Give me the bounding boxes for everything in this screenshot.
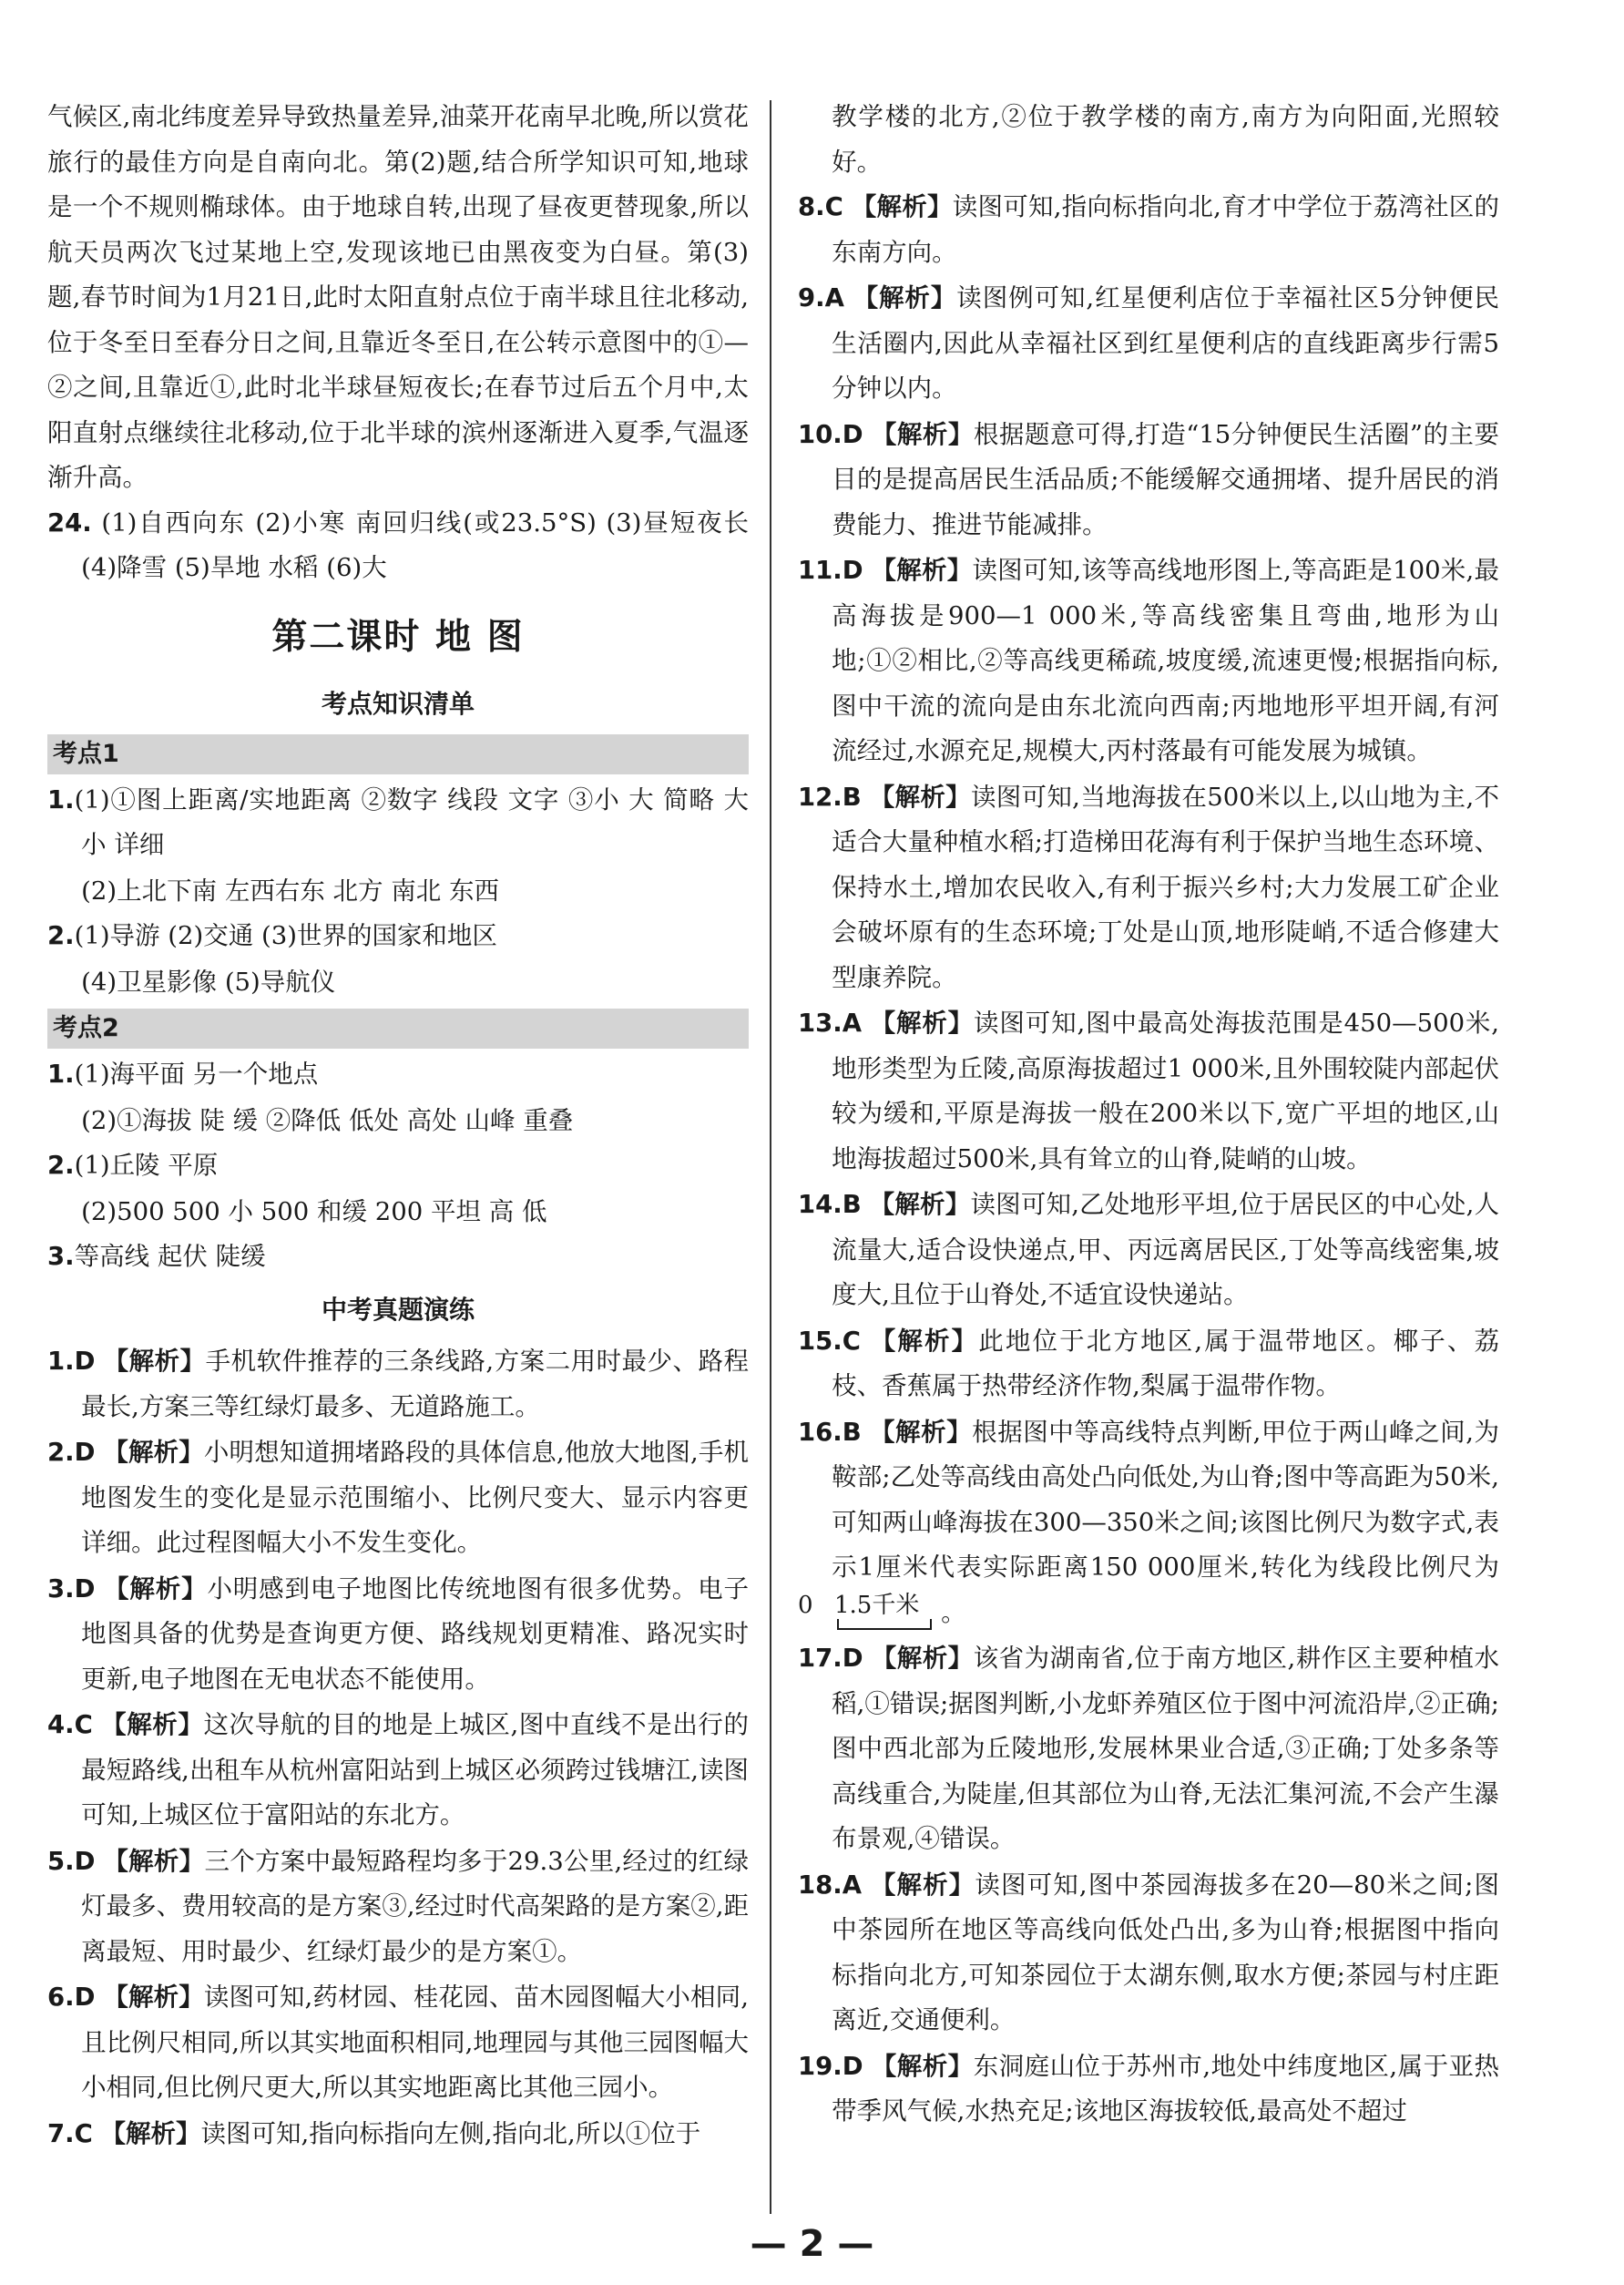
kaodian-2-list — [47, 1052, 749, 1280]
list-item: (2)上北下南 左西右东 北方 南北 东西 — [81, 876, 500, 906]
answer-item: 12.B 【解析】读图可知,当地海拔在500米以上,以山地为主,不适合大量种植水稻;打造梯田花海有利于保护当地生态环境、保持水土,增加农民收入,有利于振兴乡村;大力发展工矿企业会破坏原有的生态环境;丁处是山顶,地形陡峭,不适合修建大型康养院。 — [798, 782, 1500, 992]
kaodian-2-label: 考点2 — [47, 1009, 749, 1049]
answer-item: 9.A 【解析】读图例可知,红星便利店位于幸福社区5分钟便民生活圈内,因此从幸福社区到红星便利店的直线距离步行需5分钟以内。 — [798, 283, 1499, 403]
section-knowledge-list: 考点知识清单 — [321, 689, 475, 719]
question-number: 24. — [47, 507, 92, 538]
answer-item: 4.C 【解析】这次导航的目的地是上城区,图中直线不是出行的最短路线,出租车从杭州富阳站到上城区必须跨过钱塘江,读图可知,上城区位于富阳站的东北方。 — [47, 1710, 749, 1829]
left-column — [47, 95, 749, 2157]
page-number: — 2 — — [750, 2223, 874, 2265]
answer-item: 8.C 【解析】读图可知,指向标指向北,育才中学位于荔湾社区的东南方向。 — [798, 192, 1499, 267]
answer-7-continued: 教学楼的北方,②位于教学楼的南方,南方为向阳面,光照较好。 — [832, 102, 1499, 177]
answer-item: 5.D 【解析】三个方案中最短路程均多于29.3公里,经过的红绿灯最多、费用较高的是方案③,经过时代高架路的是方案②,距离最短、用时最少、红绿灯最少的是方案①。 — [47, 1846, 749, 1966]
answer-item: 16.B 【解析】根据图中等高线特点判断,甲位于两山峰之间,为鞍部;乙处等高线由高处凸向低处,为山脊;图中等高距为50米,可知两山峰海拔在300—350米之间;该图比例尺为数字式,表示1厘米代表实际距离150 000厘米,转化为线段比例尺为 0 1.5千米 。 — [798, 1410, 1499, 1636]
answer-item: 17.D 【解析】该省为湖南省,位于南方地区,耕作区主要种植水稻,①错误;据图判断,小龙虾养殖区位于图中河流沿岸,②正确;图中西北部为丘陵地形,发展林果业合适,③正确;丁处多条等高线重合,为陡崖,但其部位为山脊,无法汇集河流,不会产生瀑布景观,④错误。 — [798, 1644, 1500, 1853]
lesson-title: 第二课时 地 图 — [271, 616, 525, 658]
list-item: 2.(1)丘陵 平原 — [47, 1151, 219, 1180]
list-item: (2)500 500 小 500 和缓 200 平坦 高 低 — [81, 1196, 547, 1226]
question-24-text: (1)自西向东 (2)小寒 南回归线(或23.5°S) (3)昼短夜长 (4)降雪 (5)旱地 水稻 (6)大 — [81, 507, 749, 582]
question-24 — [47, 501, 749, 591]
list-item: 1.(1)海平面 另一个地点 — [47, 1060, 319, 1089]
answer-item: 15.C 【解析】此地位于北方地区,属于温带地区。椰子、荔枝、香蕉属于热带经济作物,梨属于温带作物。 — [798, 1326, 1499, 1400]
right-column — [798, 95, 1499, 2136]
scale-line — [837, 1619, 932, 1630]
answer-item: 2.D 【解析】小明想知道拥堵路段的具体信息,他放大地图,手机地图发生的变化是显示范围缩小、比例尺变大、显示内容更详细。此过程图幅大小不发生变化。 — [47, 1438, 750, 1557]
answer-item: 18.A 【解析】读图可知,图中茶园海拔多在20—80米之间;图中茶园所在地区等高线向低处凸出,多为山脊;根据图中指向标指向北方,可知茶园位于太湖东侧,取水方便;茶园与村庄距离近,交通便利。 — [798, 1870, 1500, 2034]
column-divider — [770, 100, 771, 2214]
right-answer-list — [798, 185, 1499, 2135]
list-item: (2)①海拔 陡 缓 ②降低 低处 高处 山峰 重叠 — [81, 1105, 574, 1135]
list-item: (4)卫星影像 (5)导航仪 — [81, 967, 336, 997]
answer-item: 11.D 【解析】读图可知,该等高线地形图上,等高距是100米,最高海拔是900—1 000米,等高线密集且弯曲,地形为山地;①②相比,②等高线更稀疏,坡度缓,流速更慢;根据指向标,图中干流的流向是由东北流向西南;丙地地形平坦开阔,有河流经过,水源充足,规模大,丙村落最有可能发展为城镇。 — [798, 556, 1499, 765]
answer-item: 13.A 【解析】读图可知,图中最高处海拔范围是450—500米,地形类型为丘陵,高原海拔超过1 000米,且外围较陡内部起伏较为缓和,平原是海拔一般在200米以下,宽广平坦的地区,山地海拔超过500米,具有耸立的山脊,陡峭的山坡。 — [798, 1009, 1500, 1173]
list-item: 2.(1)导游 (2)交通 (3)世界的国家和地区 — [47, 921, 497, 950]
scale-bar: 0 1.5千米 — [832, 1595, 941, 1632]
kaodian-1-label: 考点1 — [47, 734, 749, 774]
answer-item: 14.B 【解析】读图可知,乙处地形平坦,位于居民区的中心处,人流量大,适合设快递点,甲、丙远离居民区,丁处等高线密集,坡度大,且位于山脊处,不适宜设快递站。 — [798, 1190, 1500, 1309]
answer-item: 3.D 【解析】小明感到电子地图比传统地图有很多优势。电子地图具备的优势是查询更方便、路线规划更精准、路况实时更新,电子地图在无电状态不能使用。 — [47, 1573, 750, 1694]
intro-paragraph: 气候区,南北纬度差异导致热量差异,油菜开花南早北晚,所以赏花旅行的最佳方向是自南向北。第(2)题,结合所学知识可知,地球是一个不规则椭球体。由于地球自转,出现了昼夜更替现象,所以航天员两次飞过某地上空,发现该地已由黑夜变为白昼。第(3)题,春节时间为1月21日,此时太阳直射点位于南半球且往北移动,位于冬至日至春分日之间,且靠近冬至日,在公转示意图中的①—②之间,且靠近①,此时北半球昼短夜长;在春节过后五个月中,太阳直射点继续往北移动,位于北半球的滨州逐渐进入夏季,气温逐渐升高。 — [47, 102, 749, 492]
left-answer-list — [47, 1339, 749, 2157]
answer-item: 7.C 【解析】读图可知,指向标指向左侧,指向北,所以①位于 — [47, 2118, 701, 2148]
answer-item: 19.D 【解析】东洞庭山位于苏州市,地处中纬度地区,属于亚热带季风气候,水热充足;该地区海拔较低,最高处不超过 — [798, 2051, 1500, 2126]
answer-item: 6.D 【解析】读图可知,药材园、桂花园、苗木园图幅大小相同,且比例尺相同,所以其实地面积相同,地理园与其他三园图幅大小相同,但比例尺更大,所以其实地距离比其他三园小。 — [47, 1983, 750, 2102]
section-exam-practice: 中考真题演练 — [321, 1294, 475, 1325]
answer-item: 10.D 【解析】根据题意可得,打造“15分钟便民生活圈”的主要目的是提高居民生活品质;不能缓解交通拥堵、提升居民的消费能力、推进节能减排。 — [798, 419, 1500, 539]
scale-distance-label: 1.5千米 — [834, 1592, 920, 1619]
answer-item: 1.D 【解析】手机软件推荐的三条线路,方案二用时最少、路程最长,方案三等红绿灯最多、无道路施工。 — [47, 1347, 749, 1421]
kaodian-1-list — [47, 778, 749, 1006]
list-item: 1.(1)①图上距离/实地距离 ②数字 线段 文字 ③小 大 简略 大 小 详细 — [47, 784, 749, 859]
list-item: 3.等高线 起伏 陡缓 — [47, 1242, 266, 1271]
